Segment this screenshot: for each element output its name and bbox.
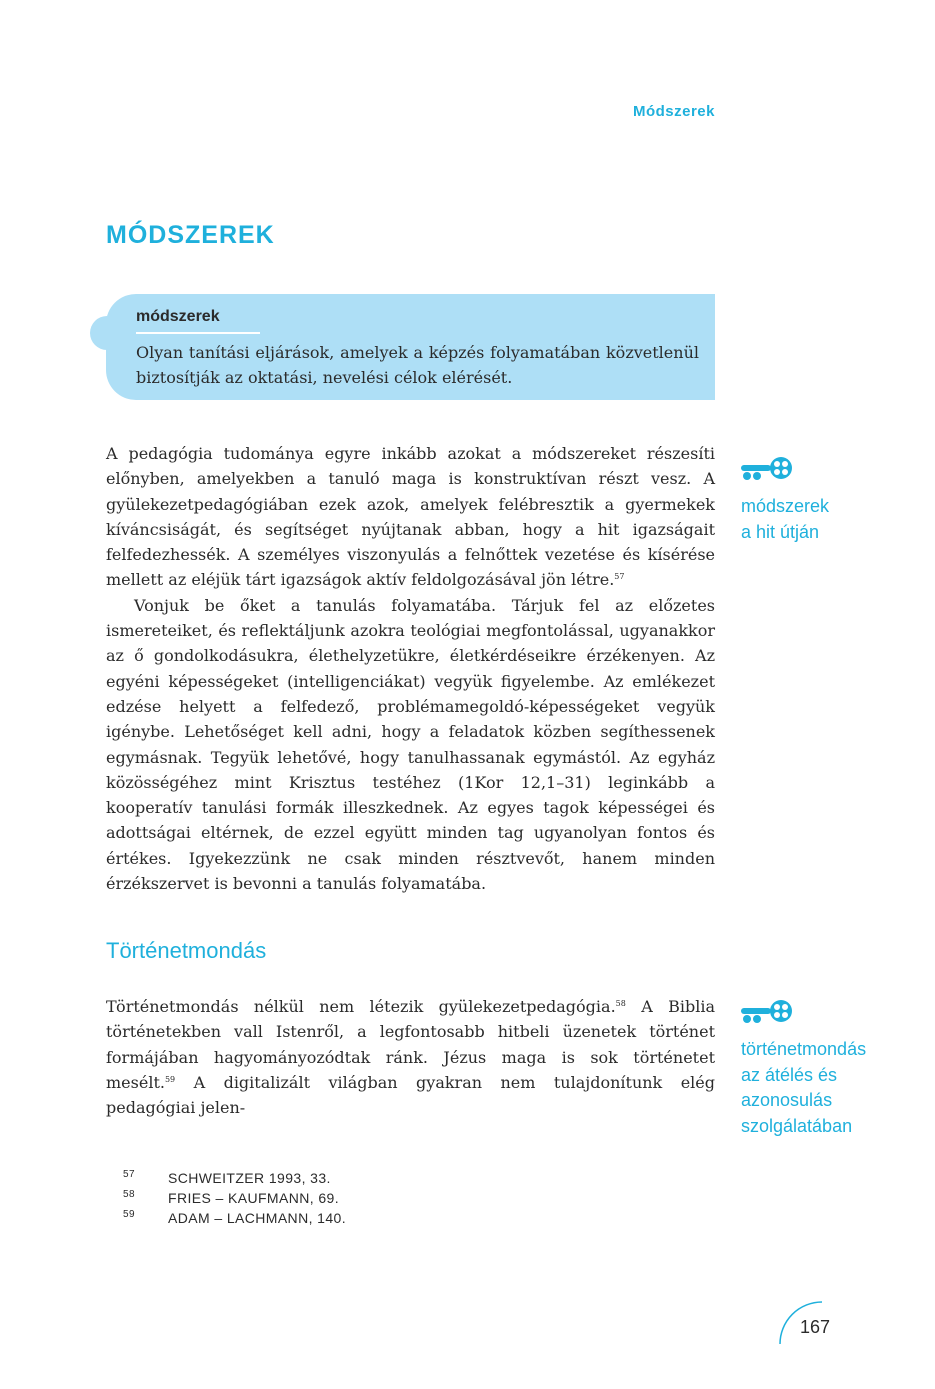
margin-note-1-line1: módszerek <box>741 496 830 516</box>
section-text-a: Történetmondás nélkül nem létezik gyülekezetpedagógia. <box>106 997 616 1016</box>
paragraph-1 <box>106 441 715 593</box>
footnote-text: FRIES – KAUFMANN, 69. <box>168 1190 339 1206</box>
page-number: 167 <box>800 1317 831 1337</box>
footnote-number: 58 <box>123 1189 135 1200</box>
footnote-number: 59 <box>123 1209 135 1220</box>
main-text <box>106 441 715 896</box>
key-icon <box>741 993 793 1029</box>
paragraph-2: Vonjuk be őket a tanulás folyamatába. Tárjuk fel az előzetes ismereteiket, és reflektáljunk azokra teológiai megfontolással, ugyanakkor az ő gondolkodásukra, élethelyzetükre, életkérdéseikre érzékenyen. Az egyéni képességeket (intelligenciákat) vegyük figyelembe. Az emlékezet edzése helyett a felfedező, problémamegoldó-képességeket vegyük igénybe. Lehetőséget kell adni, hogy a feladatok közben segíthessenek egymásnak. Tegyük lehetővé, hogy tanulhassanak egymástól. Az egyház közösségéhez mint Krisztus testéhez (1Kor 12,1–31) leginkább a kooperatív tanulási formák illeszkednek. Az egyes tagok képességei és adottságai eltérnek, de ezzel együtt minden tag ugyanolyan fontos és értékes. Igyekezzünk ne csak minden résztvevőt, hanem minden érzékszervet is bevonni a tanulás folyamatába. <box>106 595 715 894</box>
footnote <box>120 1168 346 1188</box>
margin-note-1 <box>741 450 921 545</box>
definition-text: Olyan tanítási eljárások, amelyek a képzés folyamatában közvetlenül biztosítják az oktatási, nevelési célok elérését. <box>136 343 699 387</box>
definition-box <box>106 294 715 400</box>
section-text-c: A digitalizált világban gyakran nem tulajdonítunk elég pedagógiai jelen- <box>106 1072 715 1118</box>
margin-note-2 <box>741 993 921 1139</box>
margin-note-2-line3: azonosulás <box>741 1090 833 1110</box>
margin-note-2-line1: történetmondás <box>741 1039 867 1059</box>
margin-note-1-line2: a hit útján <box>741 521 820 542</box>
key-icon <box>741 450 793 486</box>
definition-tab <box>90 316 124 350</box>
section-text <box>106 994 715 1120</box>
chapter-title: MÓDSZEREK <box>106 221 275 249</box>
paragraph-1-text: A pedagógia tudománya egyre inkább azokat a módszereket részesíti előnyben, amelyekben a tanuló maga is konstruktívan részt vesz. A gyülekezetpedagógiában ezek azok, amelyek felébresztik a gyermekek kíváncsiságát, és segítséget nyújtanak abban, hogy a hit igazságait felfedezhessék. A személyes viszonyulás a felnőttek vezetése és kísérése mellett az eléjük tárt igazságok aktív feldolgozásával jön létre. <box>106 444 715 590</box>
footnote-ref-59[interactable]: 59 <box>164 1074 176 1084</box>
running-head: Módszerek <box>632 103 715 120</box>
section-title: Történetmondás <box>106 938 267 963</box>
section-paragraph <box>106 994 715 1120</box>
footnote-number: 57 <box>123 1169 135 1180</box>
footnotes <box>120 1168 346 1228</box>
footnote-text: ADAM – LACHMANN, 140. <box>168 1210 347 1226</box>
footnote-ref-57[interactable]: 57 <box>614 572 625 582</box>
footnote <box>120 1208 346 1228</box>
margin-note-2-line2: az átélés és <box>741 1064 838 1085</box>
footnote <box>120 1188 346 1208</box>
footnote-ref-58[interactable]: 58 <box>615 999 626 1008</box>
margin-note-2-line4: szolgálatában <box>741 1115 853 1136</box>
footnote-text: SCHWEITZER 1993, 33. <box>168 1170 331 1186</box>
section-text-b: A Biblia történetekben vall Istenről, a legfontosabb hitbeli üzenetek történet formájában hagyományozódtak ránk. Jézus maga is sok történetet mesélt. <box>106 997 715 1092</box>
definition-term: módszerek <box>136 308 260 334</box>
